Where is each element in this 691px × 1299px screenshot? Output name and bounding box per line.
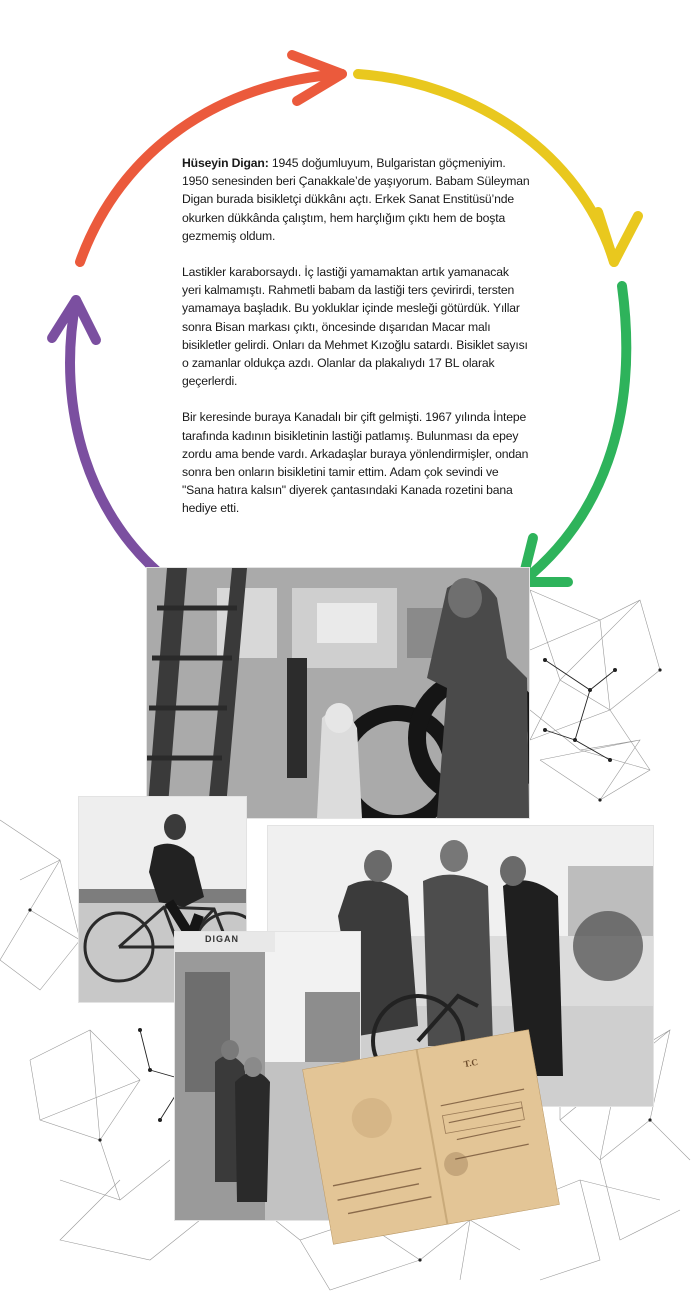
arrow-purple (70, 300, 170, 582)
shop-sign: DIGAN (205, 934, 239, 944)
story-paragraph-3: Bir keresinde buraya Kanadalı bir çift gelmişti. 1967 yılında İntepe tarafında kadının bisikletinin lastiği patlamış. Bulunması da epey zordu ama bende vardı. Arkadaşlar buraya yönlendirmişler, ondan sonra ben onların bisikletini tamir ettim. Adam çok sevindi ve "Sana hatıra kalsın" diyerek çantasındaki Kanada rozetini bana hediye etti. (182, 410, 529, 516)
workshop-photo (147, 568, 529, 818)
story-intro: 1945 doğumluyum, Bulgaristan göçmeniyim. 1950 senesinden beri Çanakkale’de yaşıyorum. Babam Süleyman Digan burada bisikletçi dükkânı açtı. Erkek Sanat Enstitüsü’nde okurken dükkânda çalıştım, hem harçlığım çıktı hem de boşta gezmemiş oldum. (182, 156, 530, 243)
story-text (182, 154, 530, 536)
story-paragraph-1 (182, 154, 530, 245)
story-paragraph-2: Lastikler karaborsaydı. İç lastiği yamamaktan artık yamanacak yeri kalmamıştı. Rahmetli babam da lastiği ters çevirirdi, tersten yamamaya başladık. Bu yokluklar içinde mesleği götürdük. Yıllar sonra Bisan markası çıktı, öncesinde dışarıdan Macar malı bisikletler gelirdi. Onları da Mehmet Kızoğlu satardı. Bisiklet sayısı o zamanlar oldukça azdı. Olanlar da plakalıydı 17 BL olarak geçerlerdi. (182, 265, 528, 389)
speaker-name: Hüseyin Digan: (182, 156, 269, 170)
card-header: T.C (462, 1056, 479, 1070)
arrow-yellow-head (598, 212, 638, 262)
